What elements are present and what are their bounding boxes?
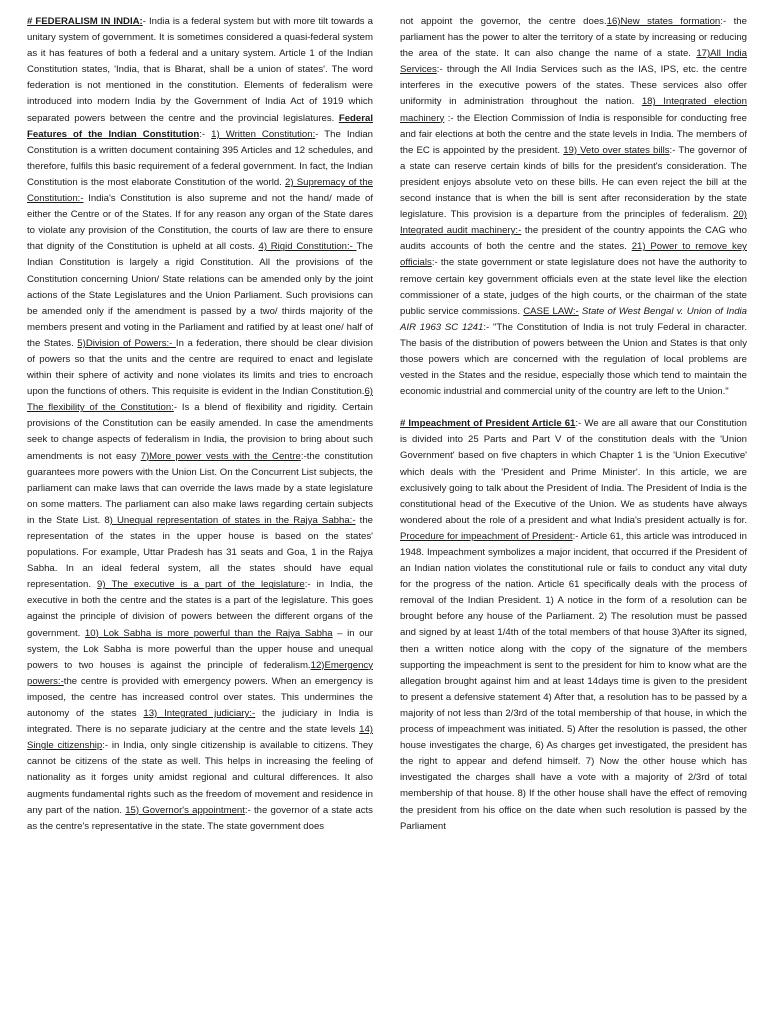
- feature-19-label: 19) Veto over states bills: [563, 144, 670, 156]
- feature-13-label: 13) Integrated judiciary:-: [143, 708, 256, 720]
- feature-14-label: 14) Single citizenship: [27, 724, 373, 752]
- feature-5-text: In a federation, there should be clear division of powers so that the units and the centre are required to enact and legislate within their sphere of activity and none violates its limits and tries to encroach upon the functions of others. This requisite is evident in the Indian Constitution.: [27, 337, 373, 398]
- feature-14-text: :- in India, only single citizenship is available to citizens. They cannot be citizens of the state as well. This helps in increasing the feeling of nationality as it forges unity amidst regional and cultural differences. It also augments fundamental rights such as the freedom of movement and residence in any part of the nation.: [27, 740, 373, 816]
- feature-12-text: the centre is provided with emergency powers. When an emergency is imposed, the centre has increased control over states. This undermines the autonomy of the states: [27, 675, 373, 720]
- feature-4-text: The Indian Constitution is largely a rigid Constitution. All the provisions of the Constitution concerning Union/ State relations can be amended only by the joint actions of the State Legislatures and the Union Parliament. Such provisions can be amended only if the amendment is passed by a two/ thirds majority of the members present and voting in the Parliament and ratified by at least one/ half of the States.: [27, 241, 373, 349]
- features-heading: Federal Features of the Indian Constitution: [27, 112, 373, 140]
- feature-6-text: - Is a blend of flexibility and rigidity. Certain provisions of the Constitution can be easily amended. In case the amendments seek to change aspects of federalism in India, the provision to bring about such amendments is not easy: [27, 402, 373, 462]
- feature-1-label: 1) Written Constitution:: [211, 128, 316, 140]
- feature-7-label: 7)More power vests with the Centre: [140, 450, 301, 462]
- feature-21-label: 21) Power to remove key officials: [400, 241, 747, 269]
- federalism-heading: # FEDERALISM IN INDIA:: [27, 16, 143, 27]
- feature-19-text: :- The governor of a state can reserve certain kinds of bills for the president's consideration. The president enjoys absolute veto on these bills. He can even reject the bill at the second instance that is when the bill is sent after reconsideration by the state legislature. This provision is a departure from the principles of federalism.: [400, 144, 747, 221]
- feature-1-text: - The Indian Constitution is a written document containing 395 Articles and 12 schedules, and therefore, fulfils this basic requirement of a federal government. In fact, the Indian Constitution is the most elaborate Constitution of the world.: [27, 128, 374, 188]
- feature-7-text: :-the constitution guarantees more powers with the Union List. On the Concurrent List subjects, the parliament can make laws that can override the laws made by a state legislature on some matters. The parliament can also make laws regarding certain subjects in the State List. 8: [27, 450, 373, 526]
- feature-17-label: 17)All India Services: [400, 48, 747, 76]
- impeachment-intro: :- We are all aware that our Constitution is divided into 25 Parts and Part V of the constitution deals with the 'Union Government' based on five chapters in which Chapter 1 is the 'Union Executive' which deals with the 'President and Prime Minister'. In this article, we are exclusively going to talk about the President of India. The President of India is the constitutional head of the Executive of the Union. We as students have always wondered about the role of a president and what India's president actually is for.: [400, 418, 747, 526]
- feature-15-label: 15) Governor's appointment: [125, 804, 245, 816]
- federalism-intro: - India is a federal system but with more tilt towards a unitary system of government. It is sometimes considered a quasi-federal system as it has features of both a federal and a unitary system. Article 1 of the Indian Constitution states, 'India, that is Bharat, shall be a union of states'. The word federation is not mentioned in the constitution. Elements of federalism were introduced into modern India by the Government of India Act of 1919 which separated powers between the centre and the provincial legislatures.: [27, 16, 373, 124]
- feature-8-label: ) Unequal representation of states in the Rajya Sabha:-: [109, 514, 356, 526]
- feature-16-label: 16)New states formation: [606, 16, 721, 27]
- impeachment-section: [400, 416, 747, 834]
- feature-9-text: :- in India, the executive in both the centre and the states is a part of the legislature. This goes against the principle of division of powers between the different organs of the government.: [27, 579, 373, 639]
- impeachment-heading: # Impeachment of President Article 61: [400, 418, 576, 430]
- left-column: [27, 14, 373, 835]
- feature-15-text: :- the governor of a state acts as the centre's representative in the state. The state government does: [27, 804, 373, 832]
- feature-2-text: India's Constitution is also supreme and not the hand/ made of either the Centre or of the States. If for any reason any organ of the State dares to violate any provision of the Constitution, the courts of law are there to ensure that dignity of the Constitution is upheld at all costs.: [27, 193, 373, 253]
- feature-18-label: 18) Integrated election machinery: [400, 96, 747, 124]
- feature-18-text: :- the Election Commission of India is responsible for conducting free and fair elections at both the centre and the state levels in India. The members of the EC is appointed by the president.: [400, 112, 747, 156]
- feature-21-text: :- the state government or state legislature does not have the authority to remove certain key government officials even at the state level like the election commissioner of a state, judges of the high courts, or the chairman of the state public service commissions.: [400, 257, 747, 317]
- feature-6-label: 6) The flexibility of the Constitution:: [27, 386, 373, 414]
- feature-5-label: 5)Division of Powers:-: [77, 337, 176, 349]
- feature-9-label: 9) The executive is a part of the legislature: [97, 579, 305, 591]
- case-law-label: CASE LAW:-: [523, 305, 579, 317]
- feature-15-continued: not appoint the governor, the centre does.: [400, 16, 607, 27]
- procedure-text: :- Article 61, this article was introduced in 1948. Impeachment symbolizes a major incident, that occurred if the President of an Indian nation violates the constitutional rule or fails to conduct any vital duty for the progress of the nation. Article 61 specifically deals with the process of removal of the Indian President. 1) A notice in the form of a resolution can be brought before any house of the Parliament. 2) The resolution must be passed and signed by at least 1/4th of the total members of that house 3)After its signed, then a written notice along with the copy of the signature of the members supporting the impeachment is sent to the president for him to know what are the allegation brought against him and at least 14days time is given to the president to present a defensive statement 4) After that, a resolution has to be passed by a majority of not less than 2/3rd of the total membership of that house, in which the process of impeachment was initiated. 5) After the resolution is passed, the other house investigates the charge, 6) As charges get investigated, the president has the right to appear and defend himself. 7) Now the other house which has investigated the charges shall have a vote with a majority of 2/3rd of total membership of that house. 8) If the other house shall have the effect of removing the president from his office on the date when such resolution is passed by the Parliament: [400, 530, 747, 832]
- feature-16-text: :- the parliament has the power to alter the territory of a state by increasing or reducing the area of the state. It can also change the name of a state.: [400, 16, 747, 60]
- case-law-text: :- "The Constitution of India is not truly Federal in character. The basis of the distribution of powers between the Union and States is that only those powers which are concerned with the regulation of local problems are vested in the States and the residue, especially those which tend to maintain the economic industrial and commercial unity of the country are left to the Union.": [400, 321, 747, 398]
- feature-8-text: the representation of the states in the upper house is based on the states' populations. For example, Uttar Pradesh has 31 seats and Goa, 1 in the Rajya Sabha. In an ideal federal system, all the states should have equal representation.: [27, 514, 373, 591]
- feature-4-label: 4) Rigid Constitution:-: [258, 241, 357, 253]
- feature-12-label: 12)Emergency powers:-: [27, 659, 373, 687]
- case-law-name: State of West Bengal v. Union of India AIR 1963 SC 1241: [400, 305, 747, 333]
- feature-17-text: :- through the All India Services such as the IAS, IPS, etc. the centre interferes in the executive powers of the states. These services also offer uniformity in administration throughout the nation.: [400, 64, 747, 108]
- federalism-section: [27, 14, 373, 835]
- feature-10-label: 10) Lok Sabha is more powerful than the Rajya Sabha: [84, 627, 333, 639]
- feature-10-text: – in our system, the Lok Sabha is more powerful than the upper house and unequal powers to two houses is against the principle of federalism.: [27, 627, 373, 671]
- feature-13-text: the judiciary in India is integrated. There is no separate judiciary at the centre and the state levels: [27, 708, 374, 736]
- feature-20-label: 20) Integrated audit machinery:-: [400, 209, 747, 237]
- feature-20-text: the president of the country appoints the CAG who audits accounts of both the centre and the states.: [400, 225, 747, 253]
- right-column: [400, 14, 747, 835]
- features-continued: [400, 14, 747, 400]
- features-sep: :-: [199, 128, 212, 140]
- procedure-label: Procedure for impeachment of President: [400, 530, 573, 542]
- feature-2-label: 2) Supremacy of the Constitution:-: [27, 176, 373, 205]
